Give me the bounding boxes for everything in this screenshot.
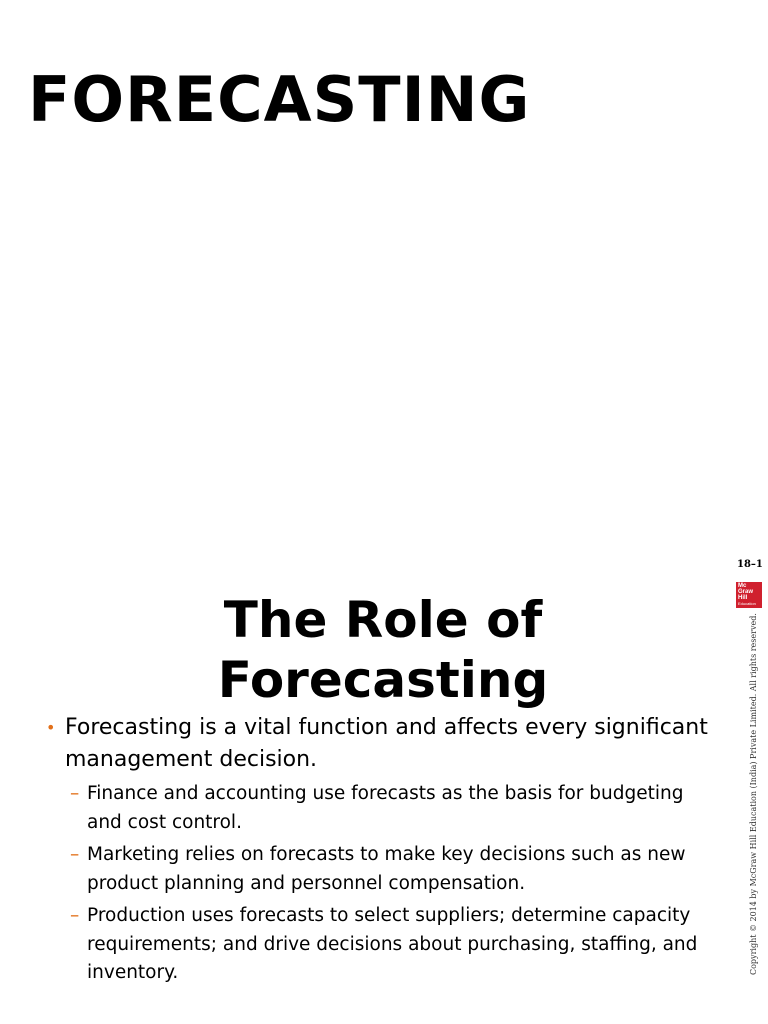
sub-bullet-item [70, 780, 722, 837]
logo-line-education: Education [738, 601, 756, 606]
document-title: FORECASTING [28, 63, 531, 136]
sub-bullet-text: Finance and accounting use forecasts as the basis for budgeting and cost control. [87, 783, 684, 833]
logo-line-mc: Mc [738, 583, 747, 589]
slide-content [42, 712, 722, 992]
bullet-text: Forecasting is a vital function and affects every significant management decision. [65, 715, 708, 772]
sub-bullet-text: Production uses forecasts to select suppliers; determine capacity requirements; and drive decisions about purchasing, staffing, and inventory. [87, 905, 698, 983]
dash-icon: – [70, 844, 80, 865]
sub-bullet-list [70, 780, 722, 988]
mcgraw-hill-logo [736, 582, 762, 608]
sub-bullet-item [70, 841, 722, 898]
logo-line-graw: Graw [738, 589, 754, 595]
slide-number: 18–1 [737, 559, 763, 570]
bullet-dot-icon: • [46, 718, 56, 737]
sub-bullet-text: Marketing relies on forecasts to make key decisions such as new product planning and personnel compensation. [87, 844, 686, 894]
sub-bullet-item [70, 902, 722, 988]
slide-title: The Role of Forecasting [217, 591, 549, 709]
bullet-item [42, 712, 722, 776]
logo-line-hill: Hill [738, 595, 748, 601]
dash-icon: – [70, 905, 80, 926]
dash-icon: – [70, 783, 80, 804]
copyright-notice: Copyright © 2014 by McGraw Hill Education (India) Private Limited. All rights reserved. [749, 613, 758, 975]
